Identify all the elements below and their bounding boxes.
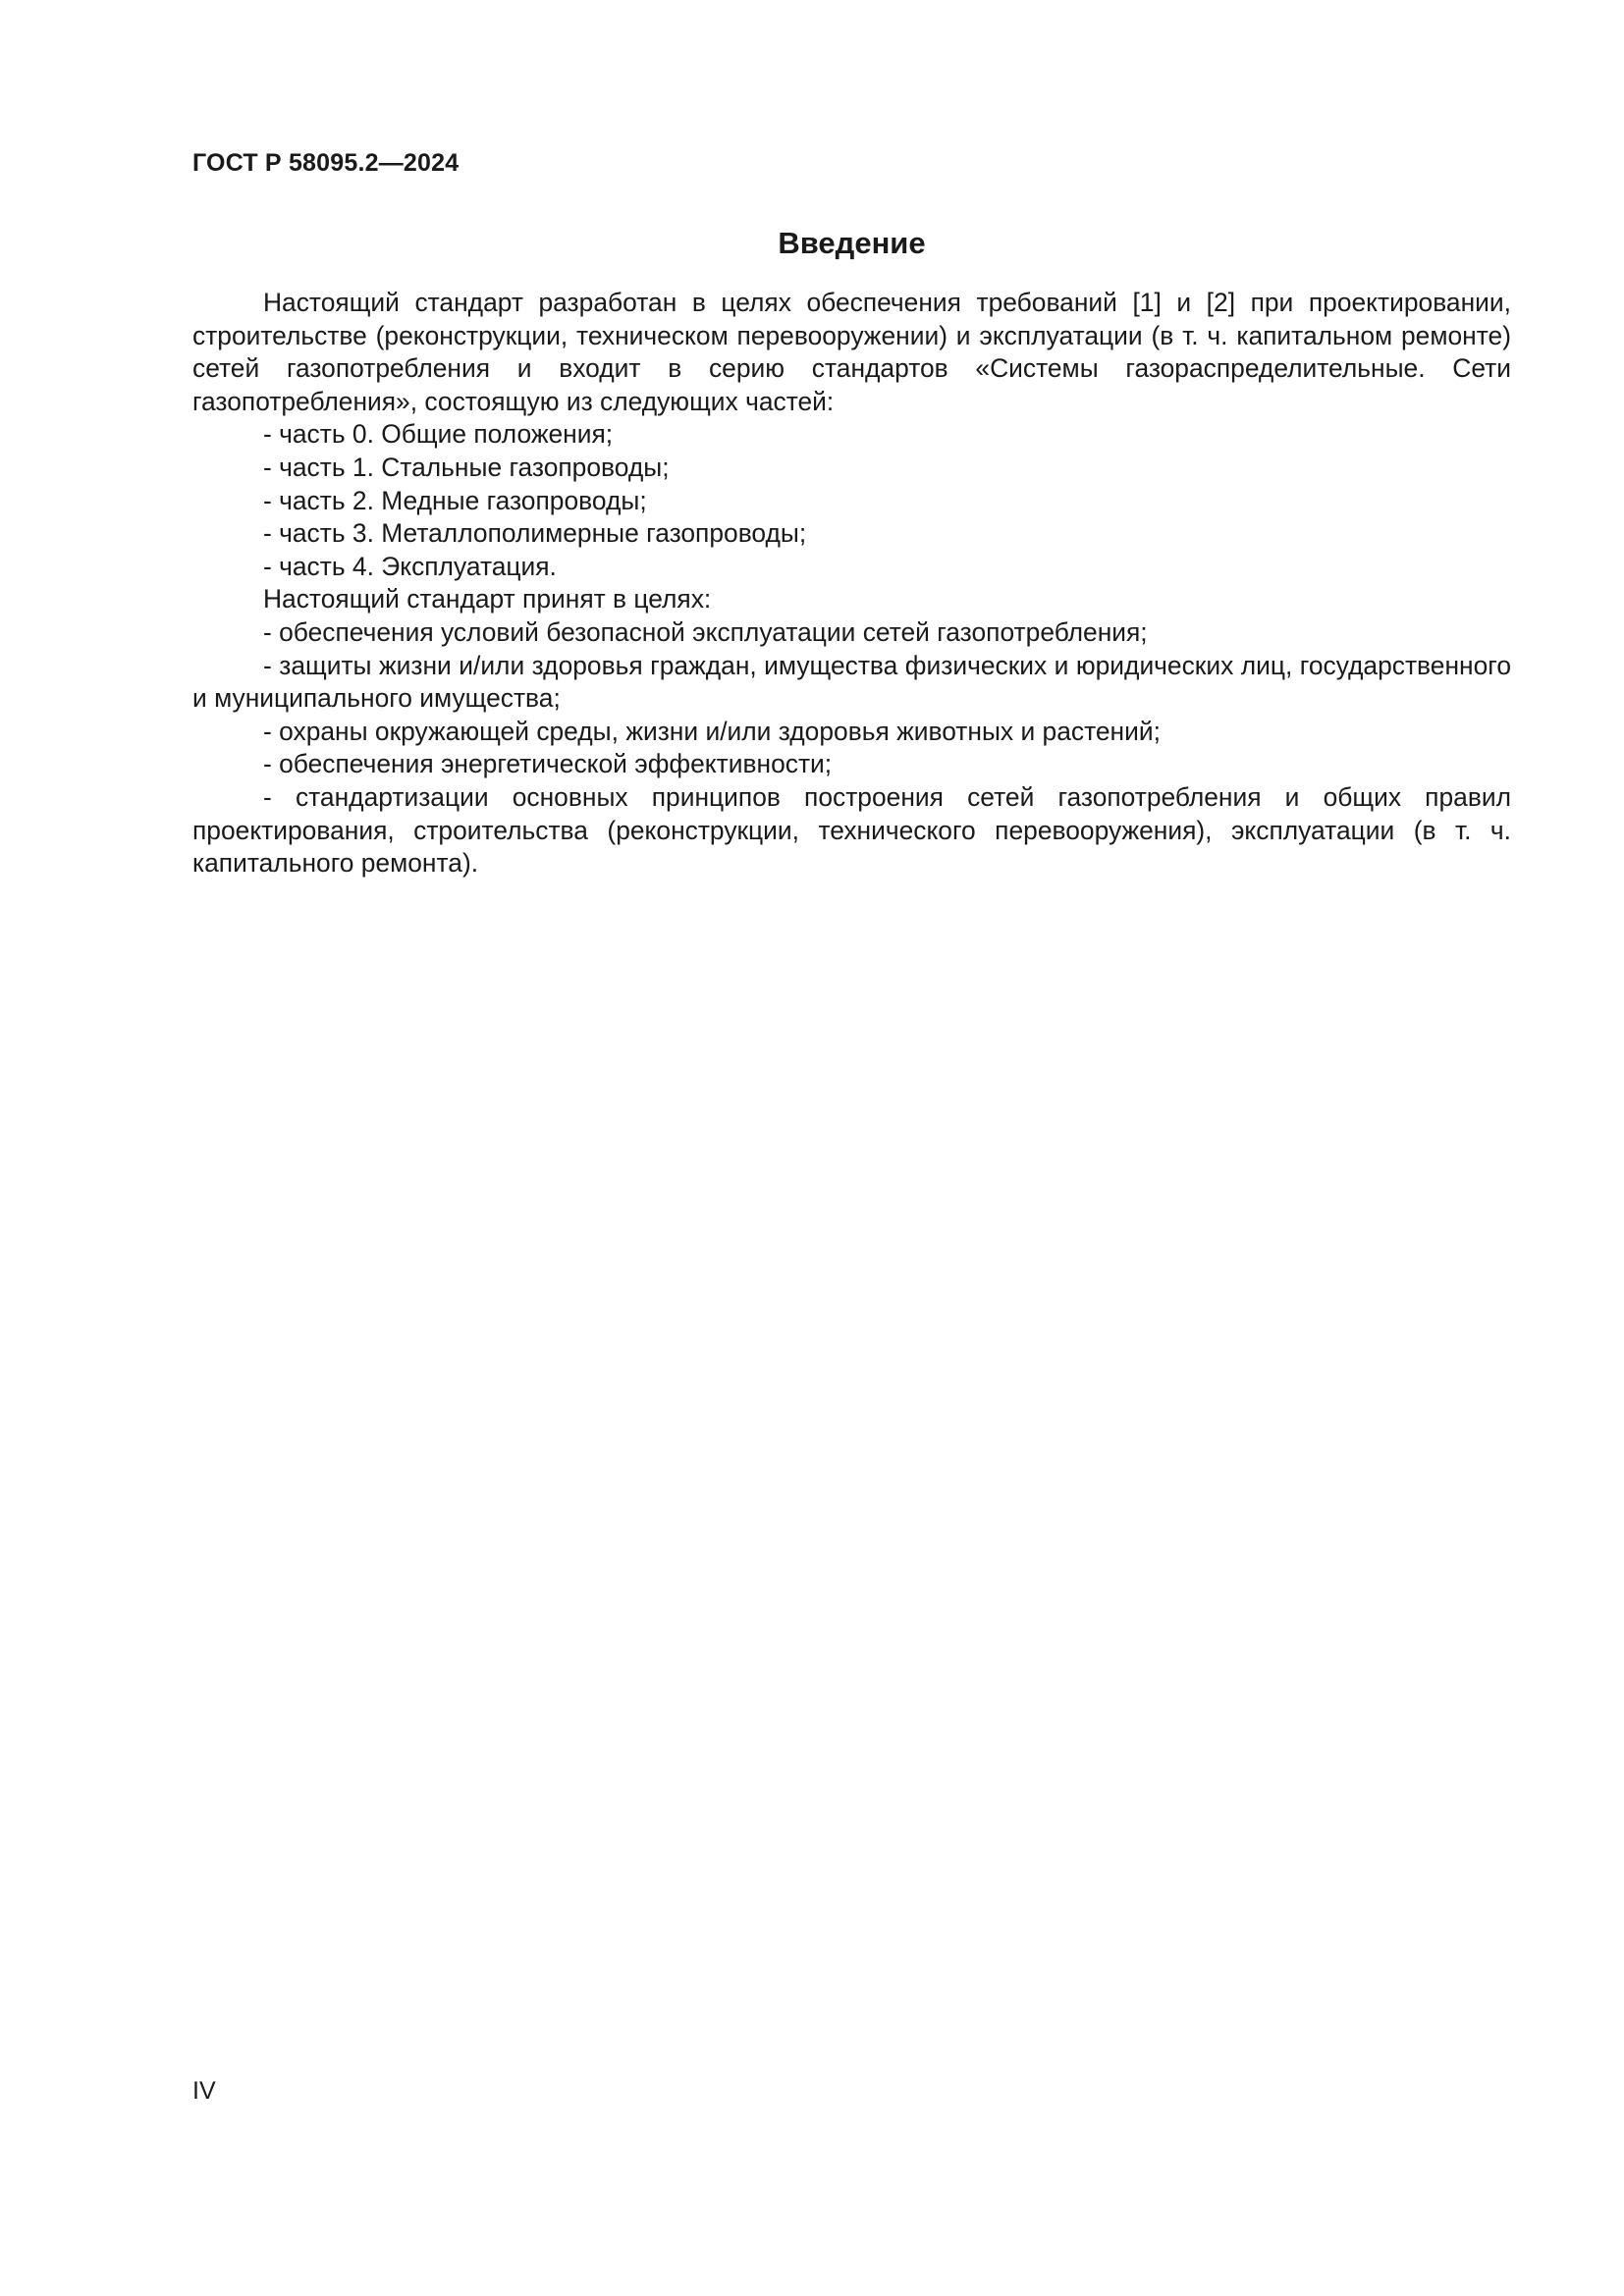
- list-item-part-4: - часть 4. Эксплуатация.: [263, 551, 557, 581]
- list-item-purpose: - стандартизации основных принципов построения сетей газопотребления и общих правил проектирования, строительства (реконструкции, технического перевооружения), эксплуатации (в т. ч. капитального ремонта).: [192, 781, 1511, 879]
- paragraph-intro: Настоящий стандарт разработан в целях обеспечения требований [1] и [2] при проектировании, строительстве (реконструкции, техническом перевооружении) и эксплуатации (в т. ч. капитальном ремонте) сетей газопотребления и входит в серию стандартов «Системы газораспределительные. Сети газопотребления», состоящую из следующих частей:: [192, 288, 1511, 416]
- section-body: [192, 287, 1511, 881]
- list-item-part-1: - часть 1. Стальные газопроводы;: [263, 452, 670, 482]
- list-item-part-0: - часть 0. Общие положения;: [263, 419, 614, 450]
- paragraph-purpose: Настоящий стандарт принят в целях:: [263, 584, 712, 614]
- list-item-purpose: - защиты жизни и/или здоровья граждан, имущества физических и юридических лиц, государственного и муниципального имущества;: [192, 650, 1511, 714]
- list-item-purpose: - обеспечения условий безопасной эксплуатации сетей газопотребления;: [263, 616, 1148, 647]
- list-item-purpose: - охраны окружающей среды, жизни и/или здоровья животных и растений;: [263, 716, 1161, 746]
- list-item-part-2: - часть 2. Медные газопроводы;: [263, 485, 647, 515]
- page-number: IV: [192, 2077, 216, 2105]
- document-code: ГОСТ Р 58095.2—2024: [192, 149, 460, 177]
- list-item-part-3: - часть 3. Металлополимерные газопроводы;: [263, 518, 807, 549]
- section-title: Введение: [778, 226, 926, 260]
- list-item-purpose: - обеспечения энергетической эффективности;: [263, 749, 833, 779]
